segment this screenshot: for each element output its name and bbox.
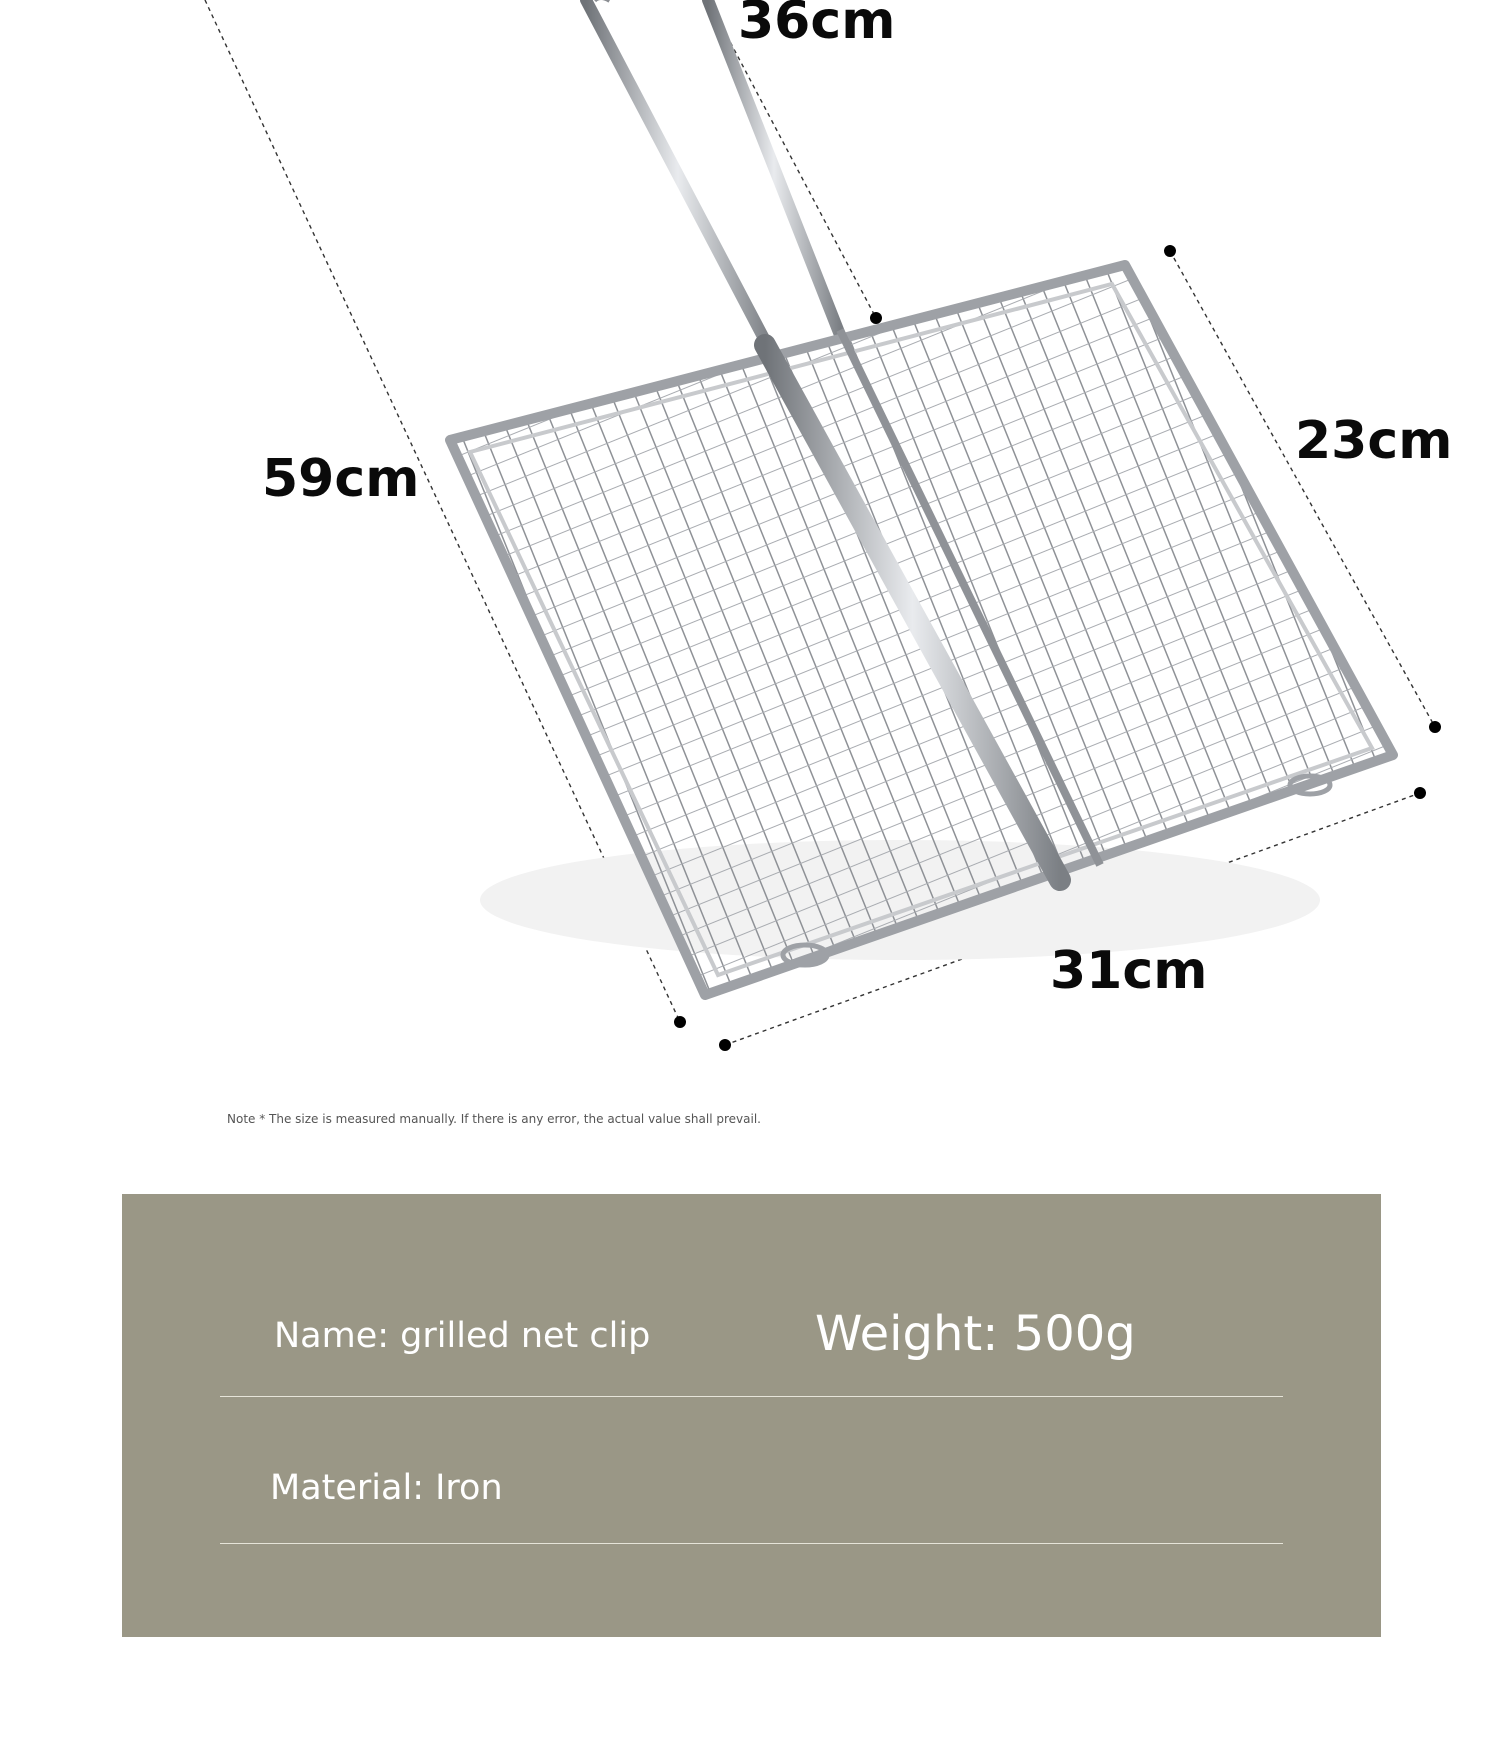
spec-divider (220, 1543, 1283, 1544)
grill-basket (450, 0, 1393, 995)
handle-length-label: 36cm (738, 0, 896, 51)
basket-handle (586, 0, 840, 350)
total-length-label: 59cm (262, 449, 420, 509)
width-label: 23cm (1295, 411, 1453, 471)
spec-panel (122, 1194, 1381, 1637)
spec-material: Material: Iron (270, 1468, 503, 1508)
measurement-note: Note * The size is measured manually. If there is any error, the actual value shall prevail. (227, 1112, 761, 1126)
spec-divider (220, 1396, 1283, 1397)
spec-weight: Weight: 500g (815, 1306, 1136, 1362)
spec-name: Name: grilled net clip (274, 1316, 651, 1356)
depth-label: 31cm (1050, 941, 1208, 1001)
